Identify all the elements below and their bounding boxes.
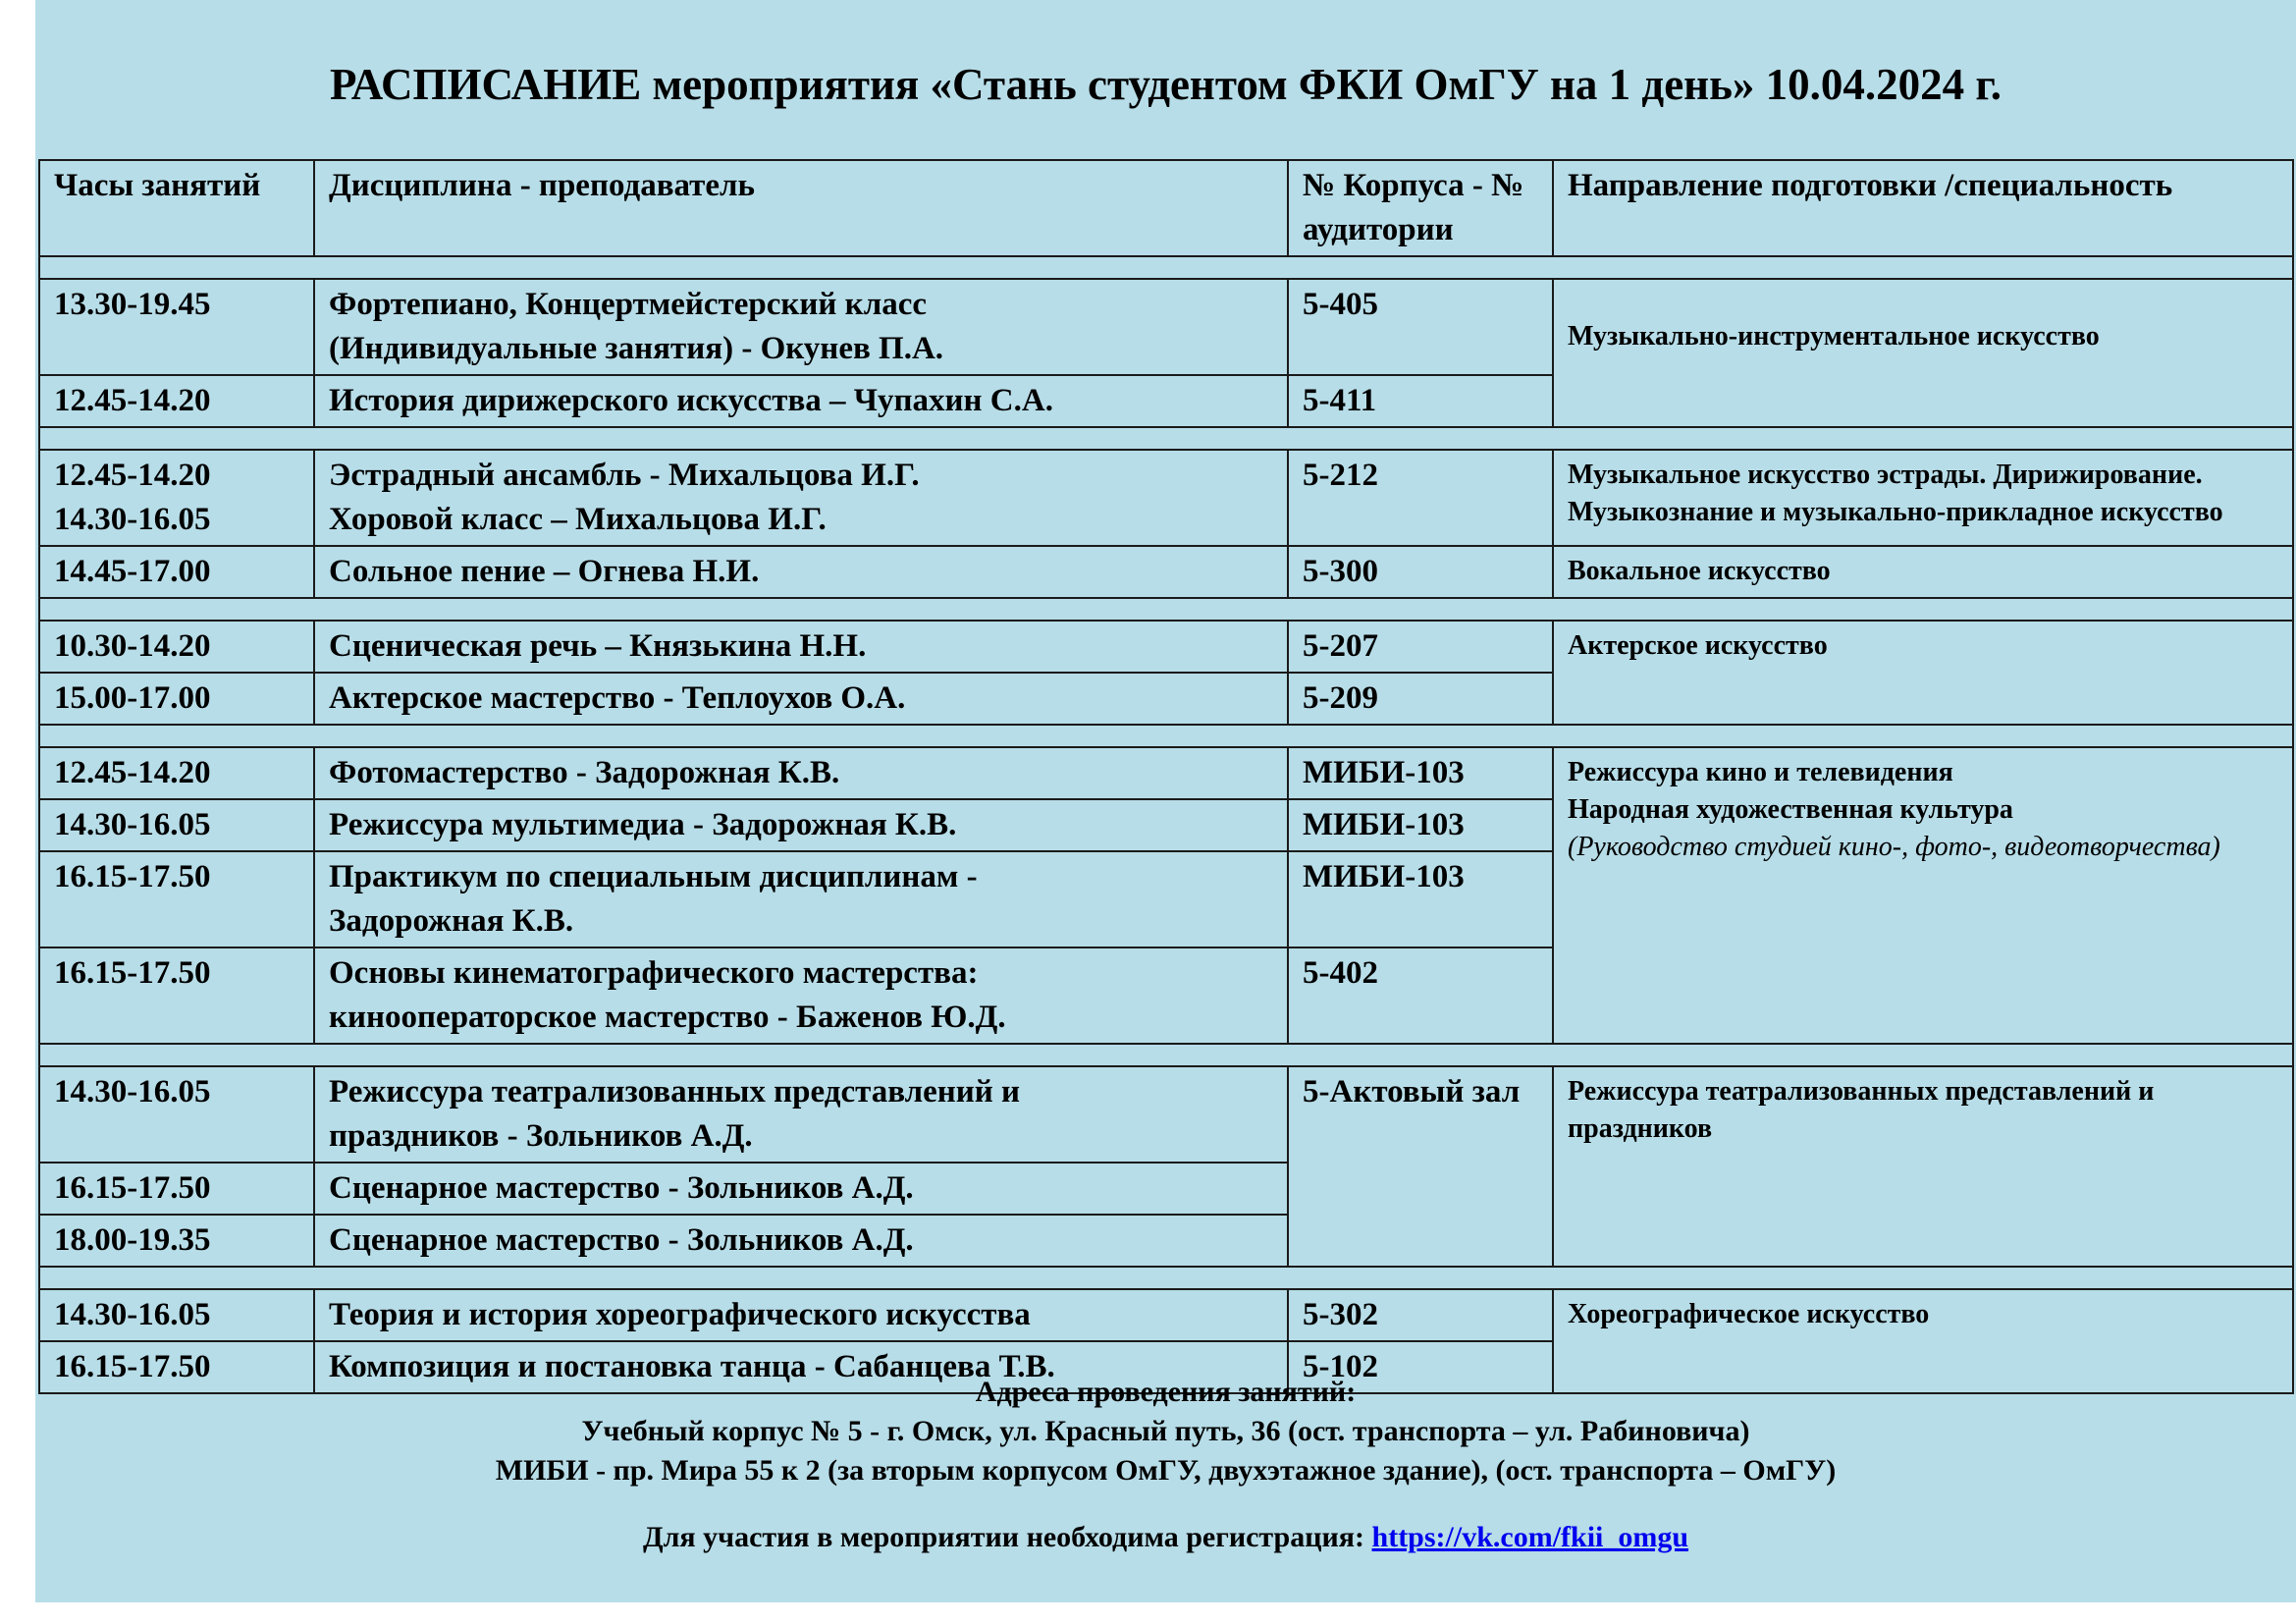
spacer-row — [39, 1044, 2293, 1066]
direction-name: Вокальное искусство — [1568, 556, 1831, 586]
discipline-cell — [314, 799, 1288, 851]
direction-cell — [1553, 1066, 2293, 1267]
spacer-cell — [39, 256, 2293, 279]
text-line: 12.45-14.20 — [54, 755, 211, 790]
text-line: 14.30-16.05 — [54, 502, 211, 537]
time-cell — [39, 1163, 314, 1215]
time-cell — [39, 1289, 314, 1341]
room-cell: МИБИ-103 — [1288, 799, 1553, 851]
room-cell: 5-402 — [1288, 947, 1553, 1044]
time-cell — [39, 1215, 314, 1267]
direction-cell — [1553, 546, 2293, 598]
time-cell — [39, 621, 314, 673]
time-cell — [39, 851, 314, 947]
text-line: Основы кинематографического мастерства: — [329, 955, 979, 991]
header-room: № Корпуса - № аудитории — [1288, 160, 1553, 256]
text-line: История дирижерского искусства – Чупахин С.А. — [329, 383, 1053, 418]
spacer-cell — [39, 1267, 2293, 1289]
text-line: 12.45-14.20 — [54, 458, 211, 493]
direction-cell — [1553, 450, 2293, 546]
time-cell — [39, 799, 314, 851]
schedule-sheet — [35, 0, 2296, 1602]
text-line: Режиссура театрализованных представлений и — [329, 1074, 1021, 1110]
text-line: праздников - Зольников А.Д. — [329, 1118, 753, 1154]
direction-name: Народная художественная культура — [1568, 794, 2013, 825]
direction-name: Актерское искусство — [1568, 630, 1828, 661]
registration-link[interactable]: https://vk.com/fkii_omgu — [1371, 1521, 1689, 1553]
table-row — [39, 1289, 2293, 1341]
direction-name: Музыкальное искусство эстрады. Дирижирование. Музыкознание и музыкально-прикладное искусство — [1568, 460, 2223, 527]
text-line: 12.45-14.20 — [54, 383, 211, 418]
text-line: кинооператорское мастерство - Баженов Ю.Д. — [329, 1000, 1006, 1035]
text-line: Фортепиано, Концертмейстерский класс — [329, 287, 928, 322]
text-line: Режиссура мультимедиа - Задорожная К.В. — [329, 807, 957, 842]
spacer-cell — [39, 725, 2293, 747]
room-cell: МИБИ-103 — [1288, 747, 1553, 799]
room-cell: 5-405 — [1288, 279, 1553, 375]
text-line: Задорожная К.В. — [329, 903, 574, 939]
discipline-cell — [314, 673, 1288, 725]
direction-cell — [1553, 747, 2293, 1044]
room-cell: 5-300 — [1288, 546, 1553, 598]
address-building-5: Учебный корпус № 5 - г. Омск, ул. Красный путь, 36 (ост. транспорта – ул. Рабиновича) — [581, 1415, 1750, 1447]
discipline-cell — [314, 375, 1288, 427]
direction-note: (Руководство студией кино-, фото-, видеотворчества) — [1568, 832, 2220, 862]
discipline-cell — [314, 1163, 1288, 1215]
text-line: Композиция и постановка танца - Сабанцева Т.В. — [329, 1349, 1055, 1384]
table-row — [39, 747, 2293, 799]
header-hours: Часы занятий — [39, 160, 314, 256]
text-line: 16.15-17.50 — [54, 1349, 211, 1384]
time-cell — [39, 947, 314, 1044]
text-line: 14.45-17.00 — [54, 554, 211, 589]
room-cell: МИБИ-103 — [1288, 851, 1553, 947]
footer — [35, 1373, 2296, 1557]
text-line: Актерское мастерство - Теплоухов О.А. — [329, 680, 906, 716]
room-cell: 5-302 — [1288, 1289, 1553, 1341]
text-line: 10.30-14.20 — [54, 628, 211, 664]
text-line: 13.30-19.45 — [54, 287, 211, 322]
header-direction: Направление подготовки /специальность — [1553, 160, 2293, 256]
text-line: 18.00-19.35 — [54, 1222, 211, 1258]
table-row — [39, 621, 2293, 673]
spacer-cell — [39, 427, 2293, 450]
discipline-cell — [314, 851, 1288, 947]
discipline-cell — [314, 546, 1288, 598]
time-cell — [39, 375, 314, 427]
spacer-row — [39, 1267, 2293, 1289]
direction-name: Режиссура театрализованных представлений и праздников — [1568, 1076, 2155, 1144]
spacer-cell — [39, 598, 2293, 621]
spacer-row — [39, 256, 2293, 279]
text-line: Практикум по специальным дисциплинам - — [329, 859, 978, 894]
room-cell: 5-207 — [1288, 621, 1553, 673]
text-line: Эстрадный ансамбль - Михальцова И.Г. — [329, 458, 920, 493]
text-line: 16.15-17.50 — [54, 955, 211, 991]
time-cell — [39, 546, 314, 598]
direction-name: Режиссура кино и телевидения — [1568, 757, 1953, 787]
room-cell: 5-102 — [1288, 1341, 1553, 1393]
header-discipline: Дисциплина - преподаватель — [314, 160, 1288, 256]
page-title: РАСПИСАНИЕ мероприятия «Стань студентом ФКИ ОмГУ на 1 день» 10.04.2024 г. — [329, 60, 2002, 109]
discipline-cell — [314, 1215, 1288, 1267]
text-line: (Индивидуальные занятия) - Окунев П.А. — [329, 331, 944, 366]
discipline-cell — [314, 621, 1288, 673]
registration-note — [35, 1518, 2296, 1557]
address-mibi: МИБИ - пр. Мира 55 к 2 (за вторым корпусом ОмГУ, двухэтажное здание), (ост. транспорта – ОмГУ) — [495, 1454, 1837, 1487]
addresses-title: Адреса проведения занятий: — [975, 1376, 1357, 1408]
text-line: 16.15-17.50 — [54, 1170, 211, 1206]
text-line: Сценарное мастерство - Зольников А.Д. — [329, 1170, 914, 1206]
room-cell: 5-Актовый зал — [1288, 1066, 1553, 1267]
direction-cell — [1553, 279, 2293, 427]
discipline-cell — [314, 450, 1288, 546]
direction-name: Хореографическое искусство — [1568, 1299, 1930, 1329]
text-line: Хоровой класс – Михальцова И.Г. — [329, 502, 827, 537]
table-row — [39, 279, 2293, 375]
text-line: Сольное пение – Огнева Н.И. — [329, 554, 760, 589]
direction-name: Музыкально-инструментальное искусство — [1568, 320, 2100, 352]
discipline-cell — [314, 1289, 1288, 1341]
time-cell — [39, 279, 314, 375]
text-line: Сценическая речь – Князькина Н.Н. — [329, 628, 867, 664]
schedule-table — [38, 159, 2294, 1394]
spacer-cell — [39, 1044, 2293, 1066]
text-line: 14.30-16.05 — [54, 1074, 211, 1110]
registration-text: Для участия в мероприятии необходима регистрация: — [642, 1521, 1372, 1553]
table-row — [39, 1066, 2293, 1163]
spacer-row — [39, 427, 2293, 450]
text-line: 16.15-17.50 — [54, 859, 211, 894]
time-cell — [39, 450, 314, 546]
time-cell — [39, 1066, 314, 1163]
text-line: Теория и история хореографического искусства — [329, 1297, 1031, 1332]
room-cell: 5-411 — [1288, 375, 1553, 427]
text-line: Фотомастерство - Задорожная К.В. — [329, 755, 840, 790]
room-cell: 5-212 — [1288, 450, 1553, 546]
spacer-row — [39, 598, 2293, 621]
text-line: 14.30-16.05 — [54, 807, 211, 842]
discipline-cell — [314, 947, 1288, 1044]
time-cell — [39, 747, 314, 799]
table-header-row — [39, 160, 2293, 256]
spacer-row — [39, 725, 2293, 747]
discipline-cell — [314, 279, 1288, 375]
text-line: Сценарное мастерство - Зольников А.Д. — [329, 1222, 914, 1258]
time-cell — [39, 673, 314, 725]
table-row — [39, 450, 2293, 546]
text-line: 15.00-17.00 — [54, 680, 211, 716]
discipline-cell — [314, 1066, 1288, 1163]
direction-cell — [1553, 621, 2293, 725]
table-row — [39, 546, 2293, 598]
text-line: 14.30-16.05 — [54, 1297, 211, 1332]
room-cell: 5-209 — [1288, 673, 1553, 725]
discipline-cell — [314, 747, 1288, 799]
